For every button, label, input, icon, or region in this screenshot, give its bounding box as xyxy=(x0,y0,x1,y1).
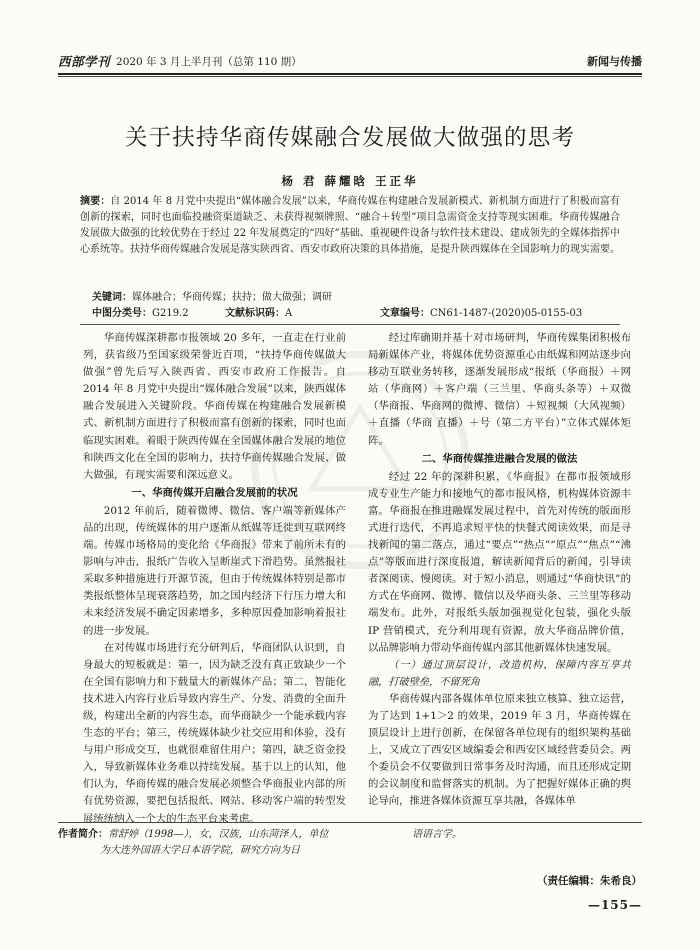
article-no-value: CN61-1487-(2020)05-0155-03 xyxy=(430,308,583,319)
paragraph: 华商传媒内部各媒体单位原来独立核算、独立运营，为了达到 1+1＞2 的效果，2019 年 3 月，华商传媒在顶层设计上进行创新，在保留各单位现有的组织架构基础上，又成立了西安区域编委会和西安区域经营委员会。两个委员会不仅要做到日常事务及时沟通，而且还形成定期的会议制度和监督落实的机制。为了把握好媒体正确的舆论导向，推进各媒体资源互享共融，各媒体单 xyxy=(368,692,631,808)
meta-separator xyxy=(80,324,620,325)
article-no-field xyxy=(380,307,583,321)
article-no-label: 文章编号： xyxy=(380,308,430,319)
section-heading-2: 二、华商传媒推进融合发展的做法 xyxy=(421,452,578,465)
responsible-editor: （责任编辑：朱希良） xyxy=(537,875,642,887)
running-header xyxy=(58,50,642,72)
abstract-label: 摘要： xyxy=(80,196,111,207)
keywords-label: 关键词： xyxy=(92,292,132,303)
author-intro-line1 xyxy=(58,827,358,843)
keywords xyxy=(92,291,332,305)
clc-label: 中图分类号： xyxy=(92,308,152,319)
author-intro-label: 作者简介： xyxy=(58,829,108,840)
left-column xyxy=(83,330,346,828)
doc-code-value: A xyxy=(285,308,293,319)
section-name: 新闻与传播 xyxy=(587,55,642,68)
author-intro-continued: 语语言学。 xyxy=(412,829,462,840)
paragraph: 经过库确期并基十对市场研判，华商传媒集团积极布局新媒体产业，将媒体优势资源重心由纸媒和网站逐步向移动互联业务转移，逐渐发展形成“报纸（华商报）＋网站（华商网）＋客户端（三兰里、华商头条等）＋双微（华商报、华商网的微博、微信）＋短视频（大风视频）＋直播（华商 直播）＋号（第二方平台）”立体式媒体矩阵。 xyxy=(368,332,631,447)
header-rule-thin xyxy=(58,76,642,77)
right-column xyxy=(368,330,631,810)
page-number: —155— xyxy=(587,898,642,912)
subsection-heading-1: （一）通过顶层设计，改造机构，保障内容互享共融，打破壁垒，不留死角 xyxy=(368,659,631,688)
keywords-text: 媒体融合；华商传媒；扶持；做大做强；调研 xyxy=(132,292,332,303)
article-title: 关于扶持华商传媒融合发展做大做强的思考 xyxy=(124,125,576,151)
clc-value: G219.2 xyxy=(152,308,189,319)
abstract xyxy=(80,194,620,258)
abstract-text: 自 2014 年 8 月党中央提出“媒体融合发展”以来，华商传媒在构建融合发展新模式、新机制方面进行了积极而富有创新的探索，同时也面临投融资渠道缺乏、未获得视频牌照、“融合＋转型”项目急需资金支持等现实困难。华商传媒融合发展做大做强的比较优势在于经过 22 年发展奠定的“四好”基础、重视硬件设备与软件技术建设、建成领先的全媒体指挥中心系统等。扶持华商传媒融合发展是落实陕西省、西安市政府决策的具体措施，是提升陕西媒体在全国影响力的现实需要。 xyxy=(80,196,620,255)
paragraph: 2012 年前后，随着微博、微信、客户端等新媒体产品的出现，传统媒体的用户逐渐从纸媒等迁徙到互联网终端。传媒市场格局的变化给《华商报》带来了前所未有的影响与冲击，报纸广告收入呈断崖式下滑趋势。虽然报社采取多种措施进行开源节流，但由于传统媒体特别是都市类报纸整体呈现衰落趋势，加之国内经济下行压力增大和未来经济发展不确定因素增多，多种原因叠加影响着报社的进一步发展。 xyxy=(83,504,346,637)
journal-logo: 西部学刊 xyxy=(58,54,111,69)
section-heading-1: 一、华商传媒开启融合发展前的状况 xyxy=(131,486,298,499)
doc-code-field xyxy=(225,307,293,321)
clc-field xyxy=(92,307,189,321)
author-intro-text: 常舒婷（1998—），女，汉族，山东菏泽人，单位 xyxy=(108,829,329,840)
author-intro xyxy=(58,827,358,859)
issue-info: 2020 年 3 月上半月刊（总第 110 期） xyxy=(116,55,302,68)
paragraph: 华商传媒深耕都市报领域 20 多年，一直走在行业前列，获省级乃至国家级荣誉近百项，“扶持华商传媒做大做强”曾先后写入陕西省、西安市政府工作报告。自 2014 年 8 月党中央提出“媒体融合发展”以来，陕西媒体融合发展进入关键阶段。华商传媒在构建融合发展新模式、新机制方面进行了积极而富有创新的探索，同时也面临现实困难。着眼于陕西传媒在全国媒体融合发展的地位和陕西文化在全国的影响力，扶持华商传媒融合发展、做大做强，有现实需要和深远意义。 xyxy=(83,332,346,481)
paragraph: 在对传媒市场进行充分研判后，华商团队认识到，自身最大的短板就是：第一，因为缺乏没有真正致缺少一个在全国有影响力和下载量大的新媒体产品；第二，智能化技术进入内容行业后导致内容生产、分发、消费的全面升级，构建出全新的内容生态，而华商缺少一个能承载内容生态的平台；第三，传统媒体缺少社交应用和体验，没有与用户形成交互，也就很难留住用户；第四，缺乏资金投入，导致新媒体业务难以持续发展。基于以上的认知，他们认为，华商传媒的融合发展必须整合华商报业内部的所有优势资源，要把包括报纸、网站、移动客户端的转型发展统统纳入一个大的生态平台来考虑。 xyxy=(83,641,346,825)
doc-code-label: 文献标识码： xyxy=(225,308,285,319)
paragraph: 经过 22 年的深耕积累，《华商报》在都市报领域形成专业生产能力和接地气的都市报风格，机构媒体资源丰富。华商报在推进融媒发展过程中，首先对传统的版面形式进行迭代，不再追求短平快的快餐式阅读效果，而是寻找新闻的第二落点，通过“要点”“热点”“原点”“焦点”“沸点”等版面进行深度报道，解读新闻背后的新闻，引导读者深阅读、慢阅读。对于短小消息，则通过“华商快讯”的方式在华商网、微博、微信以及华商头条、三兰里等移动端发布。此外，对报纸头版加强视觉化包装，强化头版 IP 营销模式，充分利用现有资源，放大华商品牌价值，以品牌影响力带动华商传媒内部其他新媒体快速发展。 xyxy=(368,470,631,654)
header-left xyxy=(58,52,302,70)
footer-rule xyxy=(58,822,642,823)
header-rule xyxy=(58,73,642,75)
article-authors: 杨 君 薛耀晗 王正华 xyxy=(281,174,419,188)
author-intro-line2: 为大连外国语大学日本语学院，研究方向为日 xyxy=(100,845,300,856)
